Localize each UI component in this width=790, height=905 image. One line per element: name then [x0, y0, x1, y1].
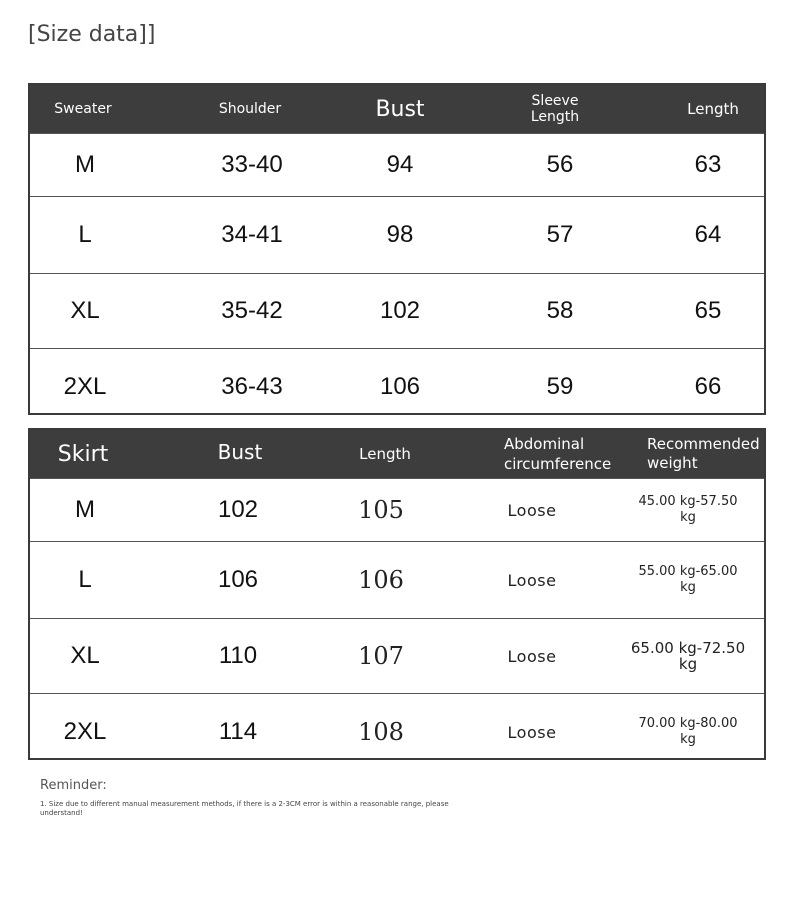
abdominal-cell: Loose	[507, 722, 557, 742]
page-title: [Size data]]	[28, 22, 156, 47]
reminder-label: Reminder:	[40, 778, 107, 793]
table-row	[30, 618, 764, 693]
bust-cell: 102	[217, 496, 259, 523]
length-cell: 66	[694, 373, 722, 400]
size-cell: M	[75, 496, 95, 523]
bust-cell: 94	[386, 151, 414, 178]
size-cell: XL	[70, 297, 100, 324]
weight-cell: 55.00 kg-65.00 kg	[638, 564, 738, 595]
length-cell: 105	[358, 496, 404, 524]
header-sleeve-length: Sleeve Length	[530, 93, 580, 125]
bust-cell: 106	[379, 373, 421, 400]
weight-cell: 65.00 kg-72.50 kg	[630, 639, 746, 673]
header-bust: Bust	[375, 96, 425, 122]
skirt-size-table	[28, 428, 766, 760]
length-cell: 106	[358, 566, 404, 594]
sleeve-cell: 59	[546, 373, 574, 400]
shoulder-cell: 34-41	[221, 221, 283, 248]
length-cell: 63	[694, 151, 722, 178]
header-bust: Bust	[217, 440, 263, 464]
size-cell: L	[78, 221, 92, 248]
header-shoulder: Shoulder	[218, 101, 282, 117]
bust-cell: 110	[218, 642, 258, 669]
length-cell: 107	[358, 642, 404, 670]
size-cell: M	[75, 151, 95, 178]
bust-cell: 106	[217, 566, 259, 593]
table-row	[30, 541, 764, 618]
header-length: Length	[359, 445, 411, 463]
weight-cell: 45.00 kg-57.50 kg	[638, 494, 738, 525]
bust-cell: 114	[218, 718, 258, 745]
size-cell: L	[78, 566, 92, 593]
shoulder-cell: 33-40	[221, 151, 283, 178]
bust-cell: 102	[379, 297, 421, 324]
sleeve-cell: 56	[546, 151, 574, 178]
table-row	[30, 348, 764, 415]
skirt-header-row	[30, 430, 764, 478]
size-cell: 2XL	[63, 718, 107, 745]
table-row	[30, 196, 764, 273]
reminder-note: 1. Size due to different manual measurement methods, if there is a 2-3CM error is within a reasonable range, please understand!	[40, 800, 449, 817]
abdominal-cell: Loose	[507, 646, 557, 666]
length-cell: 65	[694, 297, 722, 324]
header-skirt: Skirt	[57, 441, 109, 467]
abdominal-cell: Loose	[507, 570, 557, 590]
sleeve-cell: 58	[546, 297, 574, 324]
weight-cell: 70.00 kg-80.00 kg	[638, 716, 738, 747]
table-row	[30, 478, 764, 541]
shoulder-cell: 36-43	[221, 373, 283, 400]
sleeve-cell: 57	[546, 221, 574, 248]
header-sweater: Sweater	[54, 101, 112, 117]
table-row	[30, 693, 764, 760]
sweater-size-table	[28, 83, 766, 415]
header-abdominal-circumference: Abdominal circumference	[504, 435, 612, 473]
header-length: Length	[687, 100, 739, 118]
table-row	[30, 133, 764, 196]
size-cell: 2XL	[63, 373, 107, 400]
length-cell: 108	[358, 718, 404, 746]
sweater-header-row	[30, 85, 764, 133]
shoulder-cell: 35-42	[221, 297, 283, 324]
size-cell: XL	[70, 642, 100, 669]
length-cell: 64	[694, 221, 722, 248]
header-recommended-weight: Recommended weight	[647, 435, 760, 472]
bust-cell: 98	[386, 221, 414, 248]
abdominal-cell: Loose	[507, 500, 557, 520]
table-row	[30, 273, 764, 348]
